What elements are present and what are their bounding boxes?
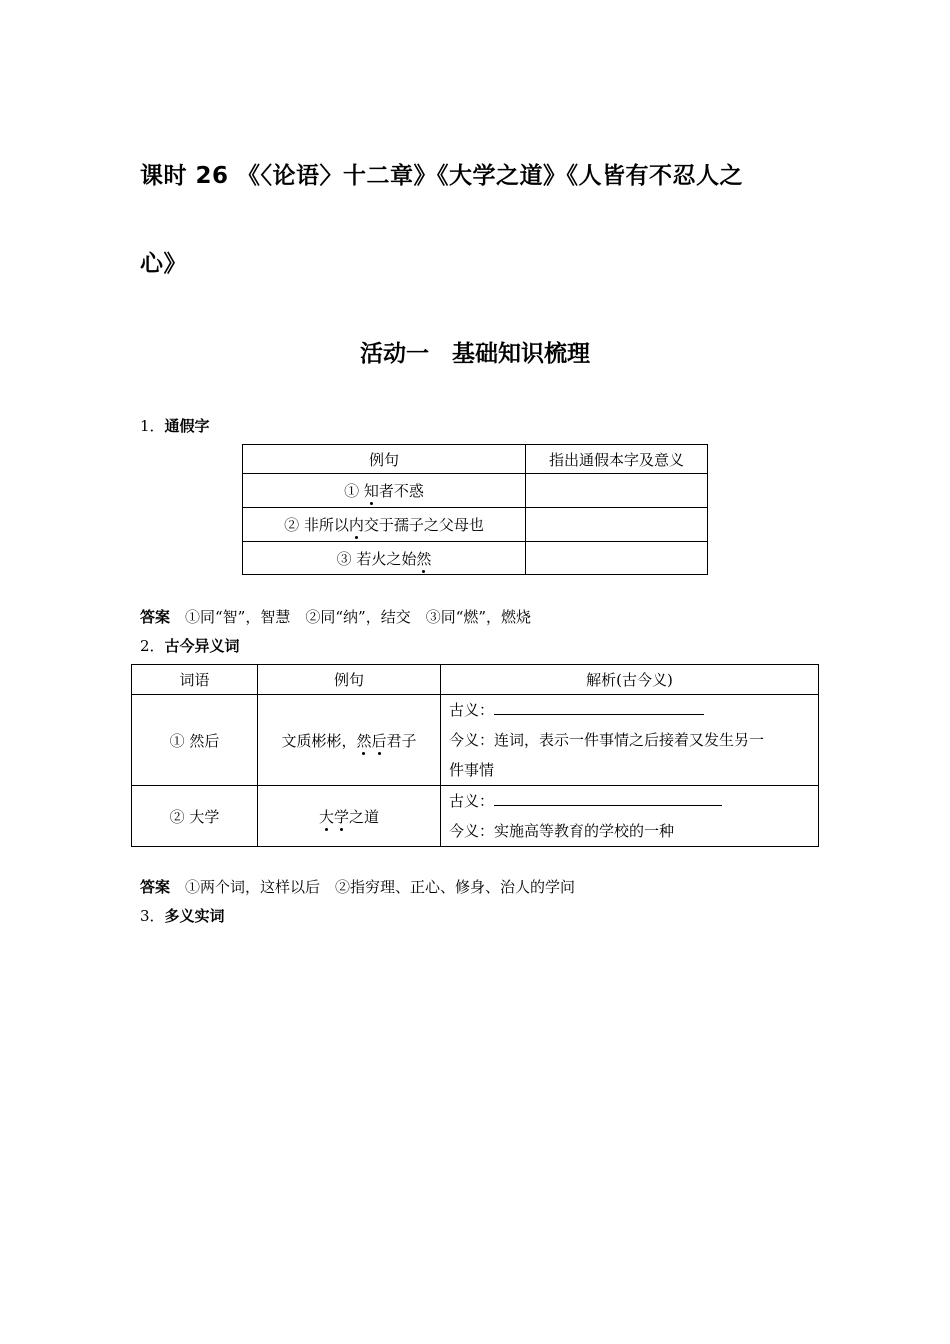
emphasis-dot-char: 然	[416, 549, 432, 568]
ancient-meaning-line: 古义：	[441, 786, 818, 816]
gujin-sentence-2: 大学之道	[258, 786, 441, 847]
gujin-header-sentence: 例句	[258, 665, 441, 695]
table-row	[243, 474, 708, 508]
gujin-analysis-2	[441, 786, 819, 847]
emphasis-dot-char: 知	[363, 482, 379, 500]
answer-text: ①同“智”，智慧 ②同“纳”，结交 ③同“燃”，燃烧	[170, 608, 532, 626]
table-row	[132, 786, 819, 847]
tongjia-sentence-3: ③ 若火之始然	[243, 542, 526, 575]
answer-label: 答案	[140, 608, 171, 626]
gujin-sentence-1: 文质彬彬，然后君子	[258, 695, 441, 786]
tongjia-header-meaning: 指出通假本字及意义	[526, 445, 708, 474]
section3-number: 3．	[140, 907, 165, 925]
gujin-word-2: ② 大学	[132, 786, 258, 847]
ancient-meaning-line: 古义：	[441, 695, 818, 725]
fill-blank[interactable]	[494, 791, 722, 806]
table-row	[243, 542, 708, 575]
answer-label: 答案	[140, 878, 171, 896]
table-row	[132, 695, 819, 786]
table-row	[243, 508, 708, 542]
lesson-title-line2: 心》	[140, 251, 187, 277]
tongjia-header-sentence: 例句	[243, 445, 526, 474]
modern-meaning-line: 今义：连词，表示一件事情之后接着又发生另一	[449, 731, 765, 749]
section2-title: 古今异义词	[164, 637, 240, 655]
tongjia-table	[242, 444, 708, 575]
gujin-header-word: 词语	[132, 665, 258, 695]
tongjia-answer-cell-1[interactable]	[526, 474, 708, 508]
section1-title: 通假字	[164, 417, 210, 435]
tongjia-answer-cell-3[interactable]	[526, 542, 708, 575]
section2-heading	[140, 635, 240, 656]
gujin-word-1: ① 然后	[132, 695, 258, 786]
lesson-title-line1: 课时 26 《〈论语〉十二章》《大学之道》《人皆有不忍人之	[140, 163, 744, 189]
modern-meaning-cont: 件事情	[449, 761, 495, 779]
emphasis-dot-char: 大	[318, 807, 334, 826]
modern-meaning-line: 今义：实施高等教育的学校的一种	[449, 822, 675, 840]
section2-answer	[140, 876, 575, 897]
section1-answer	[140, 606, 531, 627]
fill-blank[interactable]	[494, 700, 704, 715]
activity-heading: 活动一 基础知识梳理	[360, 341, 590, 367]
emphasis-dot-char: 然	[356, 731, 372, 750]
gujin-analysis-1	[441, 695, 819, 786]
section2-number: 2．	[140, 637, 165, 655]
tongjia-sentence-2: ② 非所以内交于孺子之父母也	[243, 508, 526, 542]
section1-heading	[140, 415, 210, 436]
section3-title: 多义实词	[164, 907, 225, 925]
emphasis-dot-char: 内	[348, 516, 364, 534]
gujin-header-analysis: 解析(古今义)	[441, 665, 819, 695]
gujin-table	[131, 664, 819, 847]
answer-text: ①两个词，这样以后 ②指穷理、正心、修身、治人的学问	[170, 878, 576, 896]
emphasis-dot-char: 学	[333, 807, 349, 826]
section3-heading	[140, 905, 225, 926]
tongjia-sentence-1: ① 知者不惑	[243, 474, 526, 508]
tongjia-answer-cell-2[interactable]	[526, 508, 708, 542]
emphasis-dot-char: 后	[371, 731, 387, 750]
section1-number: 1．	[140, 417, 165, 435]
